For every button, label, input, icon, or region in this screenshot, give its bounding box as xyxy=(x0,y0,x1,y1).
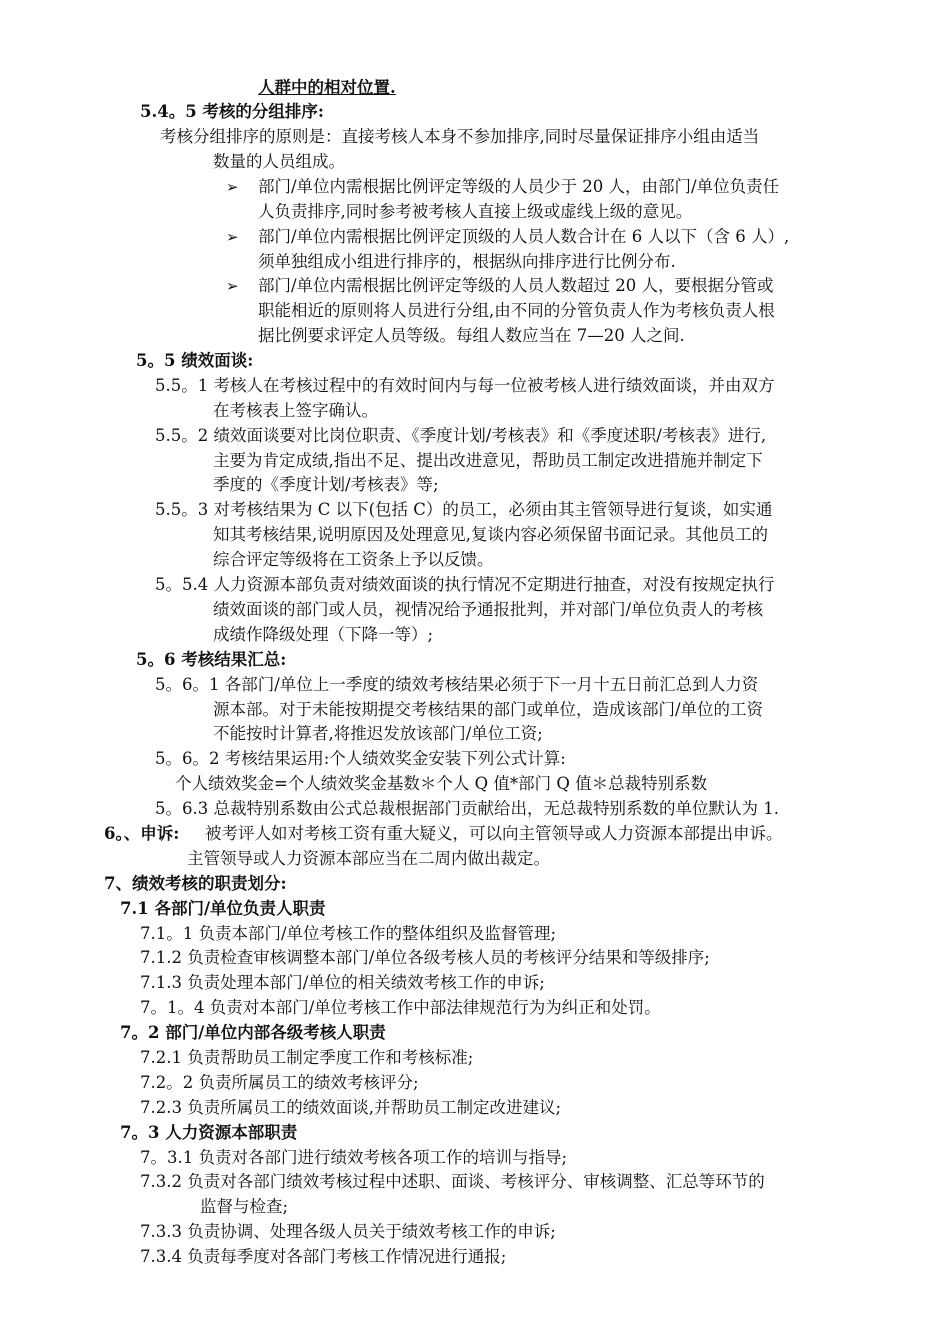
s56-item-2: 5。6。2 考核结果运用:个人绩效奖金安装下列公式计算: xyxy=(155,749,566,768)
bullet-1-line-1: 部门/单位内需根据比例评定等级的人员少于 20 人，由部门/单位负责任 xyxy=(258,177,780,196)
item-7-1-1: 7.1。1 负责本部门/单位考核工作的整体组织及监督管理; xyxy=(140,924,557,943)
item-7-1-3: 7.1.3 负责处理本部门/单位的相关绩效考核工作的申诉; xyxy=(140,973,545,992)
section-6-heading: 6。、申诉: xyxy=(104,824,180,843)
top-heading: 人群中的相对位置. xyxy=(258,78,396,97)
s56-item-1-line-1: 5。6。1 各部门/单位上一季度的绩效考核结果必须于下一月十五日前汇总到人力资 xyxy=(155,675,759,694)
section-7-heading: 7、绩效考核的职责划分: xyxy=(104,874,287,893)
item-7-3-2-line-2: 监督与检查; xyxy=(200,1197,289,1216)
item-7-3-3: 7.3.3 负责协调、处理各级人员关于绩效考核工作的申诉; xyxy=(140,1222,556,1241)
section-5-4-5-heading: 5.4。5 考核的分组排序: xyxy=(140,102,325,121)
s55-item-3-line-1: 5.5。3 对考核结果为 C 以下(包括 C）的员工，必须由其主管领导进行复谈，如实通 xyxy=(155,500,773,519)
item-7-2-1: 7.2.1 负责帮助员工制定季度工作和考核标准; xyxy=(140,1048,474,1067)
section-7-2-heading: 7。2 部门/单位内部各级考核人职责 xyxy=(120,1023,386,1042)
s55-item-4-line-2: 绩效面谈的部门或人员，视情况给予通报批判，并对部门/单位负责人的考核 xyxy=(213,600,764,619)
s55-item-4-line-1: 5。5.4 人力资源本部负责对绩效面谈的执行情况不定期进行抽查，对没有按规定执行 xyxy=(155,575,775,594)
bonus-formula: 个人绩效奖金=个人绩效奖金基数＊个人 Q 值*部门 Q 值＊总裁特别系数 xyxy=(175,774,708,793)
bullet-2-line-2: 须单独组成小组进行排序的，根据纵向排序进行比例分布. xyxy=(258,252,676,271)
item-7-3-4: 7.3.4 负责每季度对各部门考核工作情况进行通报; xyxy=(140,1247,507,1266)
bullet-1-line-2: 人负责排序,同时参考被考核人直接上级或虚线上级的意见。 xyxy=(258,202,693,221)
item-7-1-2: 7.1.2 负责检查审核调整本部门/单位各级考核人员的考核评分结果和等级排序; xyxy=(140,948,710,967)
s55-item-3-line-2: 知其考核结果,说明原因及处理意见,复谈内容必须保留书面记录。其他员工的 xyxy=(213,525,768,544)
s55-item-1-line-1: 5.5。1 考核人在考核过程中的有效时间内与每一位被考核人进行绩效面谈，并由双方 xyxy=(155,376,775,395)
s55-item-2-line-1: 5.5。2 绩效面谈要对比岗位职责、《季度计划/考核表》和《季度述职/考核表》进行, xyxy=(155,426,767,445)
item-7-3-2-line-1: 7.3.2 负责对各部门绩效考核过程中述职、面谈、考核评分、审核调整、汇总等环节的 xyxy=(140,1172,765,1191)
item-7-2-3: 7.2.3 负责所属员工的绩效面谈,并帮助员工制定改进建议; xyxy=(140,1098,562,1117)
bullet-2-line-1: 部门/单位内需根据比例评定顶级的人员人数合计在 6 人以下（含 6 人）, xyxy=(258,227,790,246)
item-7-2-2: 7.2。2 负责所属员工的绩效考核评分; xyxy=(140,1073,419,1092)
appeal-text-line-1: 被考评人如对考核工资有重大疑义，可以向主管领导或人力资源本部提出申诉。 xyxy=(205,824,783,843)
section-7-3-heading: 7。3 人力资源本部职责 xyxy=(120,1123,298,1142)
bullet-3-line-1: 部门/单位内需根据比例评定等级的人员人数超过 20 人，要根据分管或 xyxy=(258,276,774,295)
s56-item-1-line-3: 不能按时计算者,将推迟发放该部门/单位工资; xyxy=(213,724,543,743)
bullet-3-line-3: 据比例要求评定人员等级。每组人数应当在 7—20 人之间. xyxy=(258,326,685,345)
section-7-1-heading: 7.1 各部门/单位负责人职责 xyxy=(120,899,326,918)
section-5-6-heading: 5。6 考核结果汇总: xyxy=(136,650,287,669)
bullet-3-line-2: 职能相近的原则将人员进行分组,由不同的分管负责人作为考核负责人根 xyxy=(258,301,775,320)
item-7-3-1: 7。3.1 负责对各部门进行绩效考核各项工作的培训与指导; xyxy=(140,1148,568,1167)
bullet-arrow-icon: ➢ xyxy=(226,277,239,295)
s55-item-1-line-2: 在考核表上签字确认。 xyxy=(213,401,378,420)
item-7-1-4: 7。1。4 负责对本部门/单位考核工作中部法律规范行为为纠正和处罚。 xyxy=(140,998,661,1017)
s56-item-3: 5。6.3 总裁特别系数由公式总裁根据部门贡献给出，无总裁特别系数的单位默认为 1. xyxy=(155,799,779,818)
s55-item-3-line-3: 综合评定等级将在工资条上予以反馈。 xyxy=(213,550,494,569)
section-5-5-heading: 5。5 绩效面谈: xyxy=(136,351,254,370)
s55-item-2-line-3: 季度的《季度计划/考核表》等; xyxy=(213,475,439,494)
s55-item-4-line-3: 成绩作降级处理（下降一等）; xyxy=(213,625,434,644)
appeal-text-line-2: 主管领导或人力资源本部应当在二周内做出裁定。 xyxy=(187,849,550,868)
bullet-arrow-icon: ➢ xyxy=(226,178,239,196)
s55-item-2-line-2: 主要为肯定成绩,指出不足、提出改进意见，帮助员工制定改进措施并制定下 xyxy=(213,451,763,470)
bullet-arrow-icon: ➢ xyxy=(226,228,239,246)
s54-intro-line-1: 考核分组排序的原则是：直接考核人本身不参加排序,同时尽量保证排序小组由适当 xyxy=(160,127,760,146)
s56-item-1-line-2: 源本部。对于未能按期提交考核结果的部门或单位，造成该部门/单位的工资 xyxy=(213,700,764,719)
s54-intro-line-2: 数量的人员组成。 xyxy=(213,152,345,171)
